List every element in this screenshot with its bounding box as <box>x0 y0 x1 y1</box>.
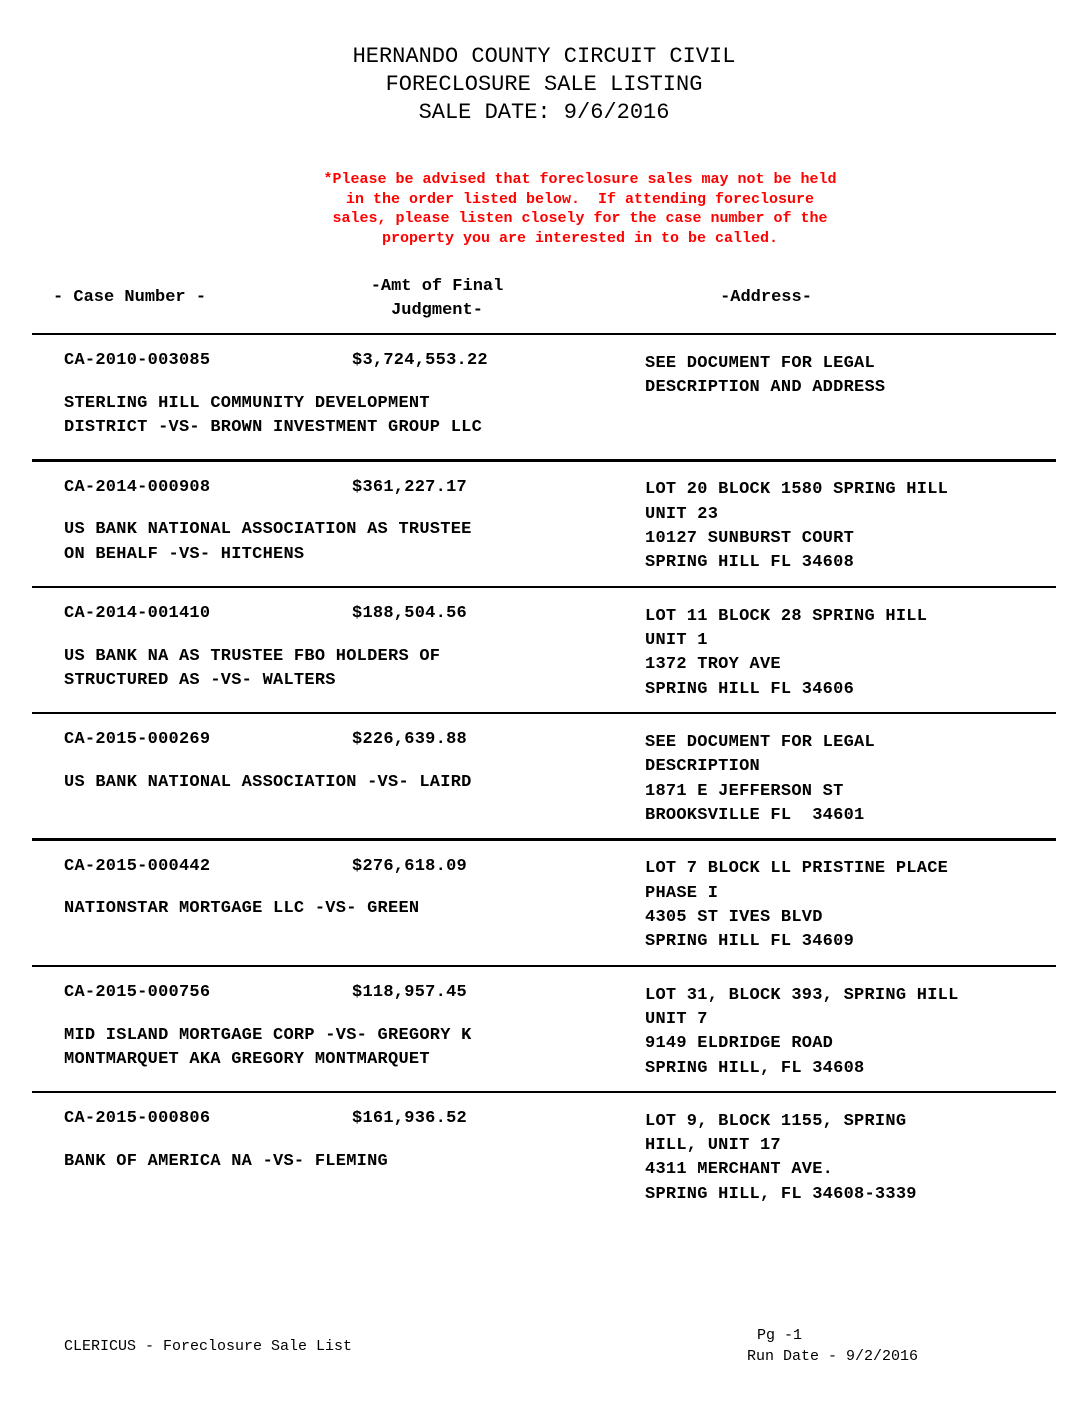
property-address: 4311 MERCHANT AVE. <box>645 1160 834 1179</box>
case-parties: ON BEHALF -VS- HITCHENS <box>64 545 305 564</box>
title-line-2: FORECLOSURE SALE LISTING <box>385 72 703 97</box>
property-address: SPRING HILL FL 34608 <box>645 553 855 572</box>
notice-line-2: in the order listed below. If attending foreclosure <box>345 190 815 208</box>
header-divider <box>32 333 1056 335</box>
property-address: UNIT 7 <box>645 1010 708 1029</box>
judgment-amount: $226,639.88 <box>352 730 467 749</box>
row-divider <box>32 586 1056 588</box>
judgment-amount: $118,957.45 <box>352 983 467 1002</box>
property-address: SEE DOCUMENT FOR LEGAL <box>645 354 875 373</box>
property-address: 9149 ELDRIDGE ROAD <box>645 1034 834 1053</box>
property-address: LOT 11 BLOCK 28 SPRING HILL <box>645 607 928 626</box>
property-address: PHASE I <box>645 884 719 903</box>
case-number: CA-2015-000442 <box>64 857 211 876</box>
property-address: UNIT 1 <box>645 631 708 650</box>
row-divider <box>32 459 1056 462</box>
judgment-amount: $161,936.52 <box>352 1109 467 1128</box>
footer-page-number: Pg -1 <box>757 1327 803 1344</box>
property-address: LOT 31, BLOCK 393, SPRING HILL <box>645 986 959 1005</box>
case-number: CA-2014-000908 <box>64 478 211 497</box>
notice-line-3: sales, please listen closely for the case number of the <box>332 210 828 227</box>
case-parties: BANK OF AMERICA NA -VS- FLEMING <box>64 1152 389 1171</box>
case-number: CA-2010-003085 <box>64 351 211 370</box>
case-number: CA-2015-000806 <box>64 1109 211 1128</box>
property-address: 4305 ST IVES BLVD <box>645 908 823 927</box>
property-address: 1871 E JEFFERSON ST <box>645 782 844 801</box>
property-address: SEE DOCUMENT FOR LEGAL <box>645 733 875 752</box>
case-parties: NATIONSTAR MORTGAGE LLC -VS- GREEN <box>64 899 420 918</box>
property-address: SPRING HILL, FL 34608 <box>645 1059 865 1078</box>
column-header-amount-line-2: Judgment- <box>391 301 483 320</box>
column-header-case-number: - Case Number - <box>53 288 207 307</box>
judgment-amount: $361,227.17 <box>352 478 467 497</box>
judgment-amount: $3,724,553.22 <box>352 351 488 370</box>
column-header-address: -Address- <box>720 288 812 307</box>
case-parties: MONTMARQUET AKA GREGORY MONTMARQUET <box>64 1050 430 1069</box>
property-address: LOT 7 BLOCK LL PRISTINE PLACE <box>645 859 949 878</box>
title-line-3: SALE DATE: 9/6/2016 <box>418 100 670 125</box>
case-parties: MID ISLAND MORTGAGE CORP -VS- GREGORY K <box>64 1026 472 1045</box>
property-address: 1372 TROY AVE <box>645 655 781 674</box>
property-address: LOT 20 BLOCK 1580 SPRING HILL <box>645 480 949 499</box>
property-address: LOT 9, BLOCK 1155, SPRING <box>645 1112 907 1131</box>
footer-run-date: Run Date - 9/2/2016 <box>747 1348 919 1365</box>
case-parties: US BANK NATIONAL ASSOCIATION AS TRUSTEE <box>64 520 472 539</box>
case-number: CA-2015-000756 <box>64 983 211 1002</box>
case-parties: STRUCTURED AS -VS- WALTERS <box>64 671 336 690</box>
property-address: BROOKSVILLE FL 34601 <box>645 806 865 825</box>
notice-line-1: *Please be advised that foreclosure sales may not be held <box>323 171 837 188</box>
case-parties: US BANK NATIONAL ASSOCIATION -VS- LAIRD <box>64 773 472 792</box>
property-address: UNIT 23 <box>645 505 719 524</box>
judgment-amount: $188,504.56 <box>352 604 467 623</box>
property-address: SPRING HILL, FL 34608-3339 <box>645 1185 917 1204</box>
row-divider <box>32 1091 1056 1093</box>
property-address: 10127 SUNBURST COURT <box>645 529 855 548</box>
column-header-amount-line-1: -Amt of Final <box>370 277 504 296</box>
property-address: HILL, UNIT 17 <box>645 1136 781 1155</box>
case-parties: US BANK NA AS TRUSTEE FBO HOLDERS OF <box>64 647 441 666</box>
row-divider <box>32 838 1056 841</box>
row-divider <box>32 712 1056 714</box>
row-divider <box>32 965 1056 967</box>
property-address: DESCRIPTION <box>645 757 760 776</box>
judgment-amount: $276,618.09 <box>352 857 467 876</box>
footer-system-label: CLERICUS - Foreclosure Sale List <box>64 1338 353 1355</box>
case-parties: STERLING HILL COMMUNITY DEVELOPMENT <box>64 394 430 413</box>
case-parties: DISTRICT -VS- BROWN INVESTMENT GROUP LLC <box>64 418 483 437</box>
title-line-1: HERNANDO COUNTY CIRCUIT CIVIL <box>352 44 736 69</box>
property-address: DESCRIPTION AND ADDRESS <box>645 378 886 397</box>
property-address: SPRING HILL FL 34606 <box>645 680 855 699</box>
case-number: CA-2014-001410 <box>64 604 211 623</box>
property-address: SPRING HILL FL 34609 <box>645 932 855 951</box>
case-number: CA-2015-000269 <box>64 730 211 749</box>
notice-line-4: property you are interested in to be called. <box>381 229 779 247</box>
